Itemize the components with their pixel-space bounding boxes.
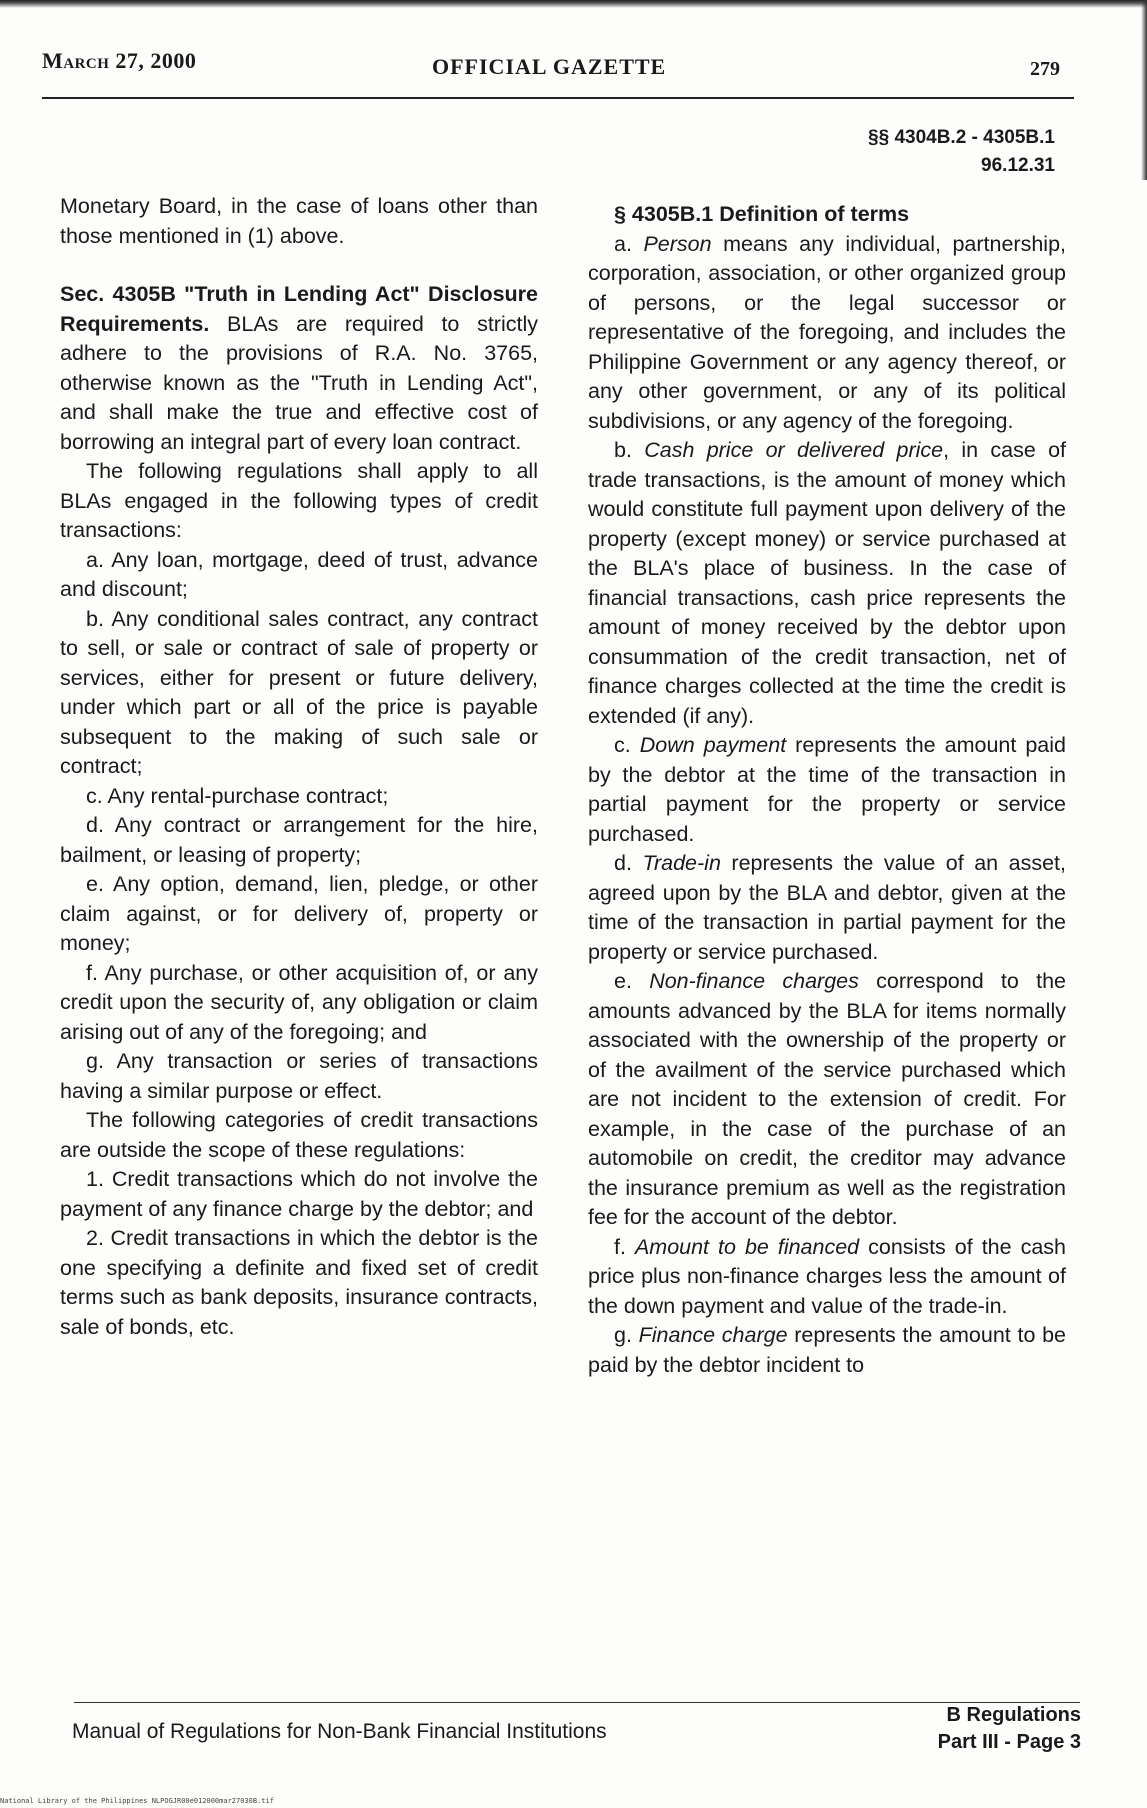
footer-page-label: Part III - Page 3 — [937, 1731, 1081, 1753]
definition-f-term: Amount to be financed — [634, 1234, 860, 1259]
definition-a — [588, 230, 1066, 437]
definition-e-label: e. — [614, 969, 650, 993]
exclusion-item-2: 2. Credit transactions in which the debtor is the one specifying a definite and fixed set of credit terms such as bank deposits, insurance contracts, sale of bonds, etc. — [60, 1226, 538, 1339]
list-item-f: f. Any purchase, or other acquisition of, or any credit upon the security of, any obligation or claim arising out of any of the foregoing; and — [60, 960, 538, 1044]
definition-c-label: c. — [614, 733, 640, 757]
list-item-g: g. Any transaction or series of transactions having a similar purpose or effect. — [60, 1049, 538, 1103]
sec-4305b-paragraph — [60, 280, 538, 457]
list-item-c: c. Any rental-purchase contract; — [86, 783, 389, 808]
definition-b — [588, 436, 1066, 731]
definition-a-term: Person — [643, 231, 712, 256]
definition-a-label: a. — [614, 231, 644, 256]
scan-edge-right — [1141, 0, 1147, 180]
left-column — [60, 192, 538, 1342]
footer-rule — [74, 1702, 1080, 1703]
definition-g-label: g. — [614, 1323, 639, 1347]
list-item-d: d. Any contract or arrangement for the hire, bailment, or leasing of property; — [60, 813, 538, 867]
scan-edge-top — [0, 0, 1147, 8]
right-column — [588, 200, 1066, 1380]
definition-d-term: Trade-in — [642, 851, 721, 875]
sec-4305b-heading: Sec. 4305B "Truth in Lending Act" Disclosure Requirements. — [60, 282, 538, 336]
definition-f — [588, 1233, 1066, 1322]
footer-manual-title: Manual of Regulations for Non-Bank Financial Institutions — [72, 1720, 607, 1743]
definition-d-label: d. — [614, 851, 643, 875]
definition-c-term: Down payment — [639, 733, 787, 757]
section-reference — [868, 124, 1055, 180]
definition-b-text: , in case of trade transactions, is the amount of money which would constitute full payment upon delivery of the property (except money) or service purchased at the BLA's place of business. In the case of financial transactions, cash price represents the amount of money received by the debtor upon consummation of the credit transaction, net of finance charges collected at the time the credit is extended (if any). — [588, 438, 1067, 728]
list-item-b: b. Any conditional sales contract, any contract to sell, or sale or contract of sale of property or services, either for present or future delivery, under which part or all of the price is payable subsequent to the making of such sale or contract; — [60, 606, 538, 778]
definition-b-label: b. — [614, 438, 645, 462]
section-date-code: 96.12.31 — [981, 155, 1055, 176]
definition-e-text: correspond to the amounts advanced by the BLA for items normally associated with the ownership of the property or of the availment of the service purchased which are not incident to the extension of credit. For example, in the case of the purchase of an automobile on credit, the creditor may advance the insurance premium as well as the registration fee for the account of the debtor. — [588, 969, 1066, 1229]
header-page-number: 279 — [1030, 58, 1060, 80]
definition-c-text: represents the amount paid by the debtor at the time of the transaction in partial payment for the property or service purchased. — [588, 733, 1066, 846]
definition-g — [588, 1321, 1066, 1380]
exclusions-intro: The following categories of credit transactions are outside the scope of these regulations: — [60, 1108, 538, 1162]
definition-g-text: represents the amount to be paid by the debtor incident to — [588, 1323, 1066, 1377]
definition-a-text: means any individual, partnership, corporation, association, or other organized group of persons, or the legal successor or representative of the foregoing, and includes the Philippine Government or any agency thereof, or any other government, or any of its political subdivisions, or any agency of the foregoing. — [588, 231, 1066, 433]
definition-c — [588, 731, 1066, 849]
scan-source-line: National Library of the Philippines NLPOGJR00e012000mar27030B.tif — [0, 1797, 274, 1805]
definition-e — [588, 967, 1066, 1233]
header-rule — [42, 97, 1074, 99]
regulations-intro: The following regulations shall apply to all BLAs engaged in the following types of credit transactions: — [60, 459, 538, 542]
exclusion-item-1: 1. Credit transactions which do not involve the payment of any finance charge by the debtor; and — [60, 1167, 538, 1221]
sec-4305b-body: BLAs are required to strictly adhere to the provisions of R.A. No. 3765, otherwise known as the "Truth in Lending Act", and shall make the true and effective cost of borrowing an integral part of every loan contract. — [60, 311, 538, 454]
section-range: §§ 4304B.2 - 4305B.1 — [868, 127, 1055, 148]
footer-part-page — [938, 1702, 1081, 1756]
list-item-e: e. Any option, demand, lien, pledge, or other claim against, or for delivery of, property or money; — [60, 872, 538, 955]
definition-b-term: Cash price or delivered price — [644, 438, 944, 462]
list-item-a: a. Any loan, mortgage, deed of trust, advance and discount; — [60, 547, 538, 601]
header-title: OFFICIAL GAZETTE — [432, 54, 667, 79]
header-date: March 27, 2000 — [42, 48, 197, 73]
definition-d-text: represents the value of an asset, agreed upon by the BLA and debtor, given at the time of the transaction in partial payment for the property or service purchased. — [588, 851, 1066, 964]
definition-g-term: Finance charge — [638, 1323, 788, 1347]
definition-f-text: consists of the cash price plus non-finance charges less the amount of the down payment and value of the trade-in. — [588, 1234, 1066, 1318]
intro-paragraph: Monetary Board, in the case of loans other than those mentioned in (1) above. — [60, 194, 538, 248]
definition-d — [588, 849, 1066, 967]
definition-f-label: f. — [614, 1234, 635, 1259]
footer-regulations-label: B Regulations — [946, 1704, 1081, 1726]
definitions-heading: § 4305B.1 Definition of terms — [614, 202, 910, 226]
definition-e-term: Non-finance charges — [649, 969, 859, 993]
